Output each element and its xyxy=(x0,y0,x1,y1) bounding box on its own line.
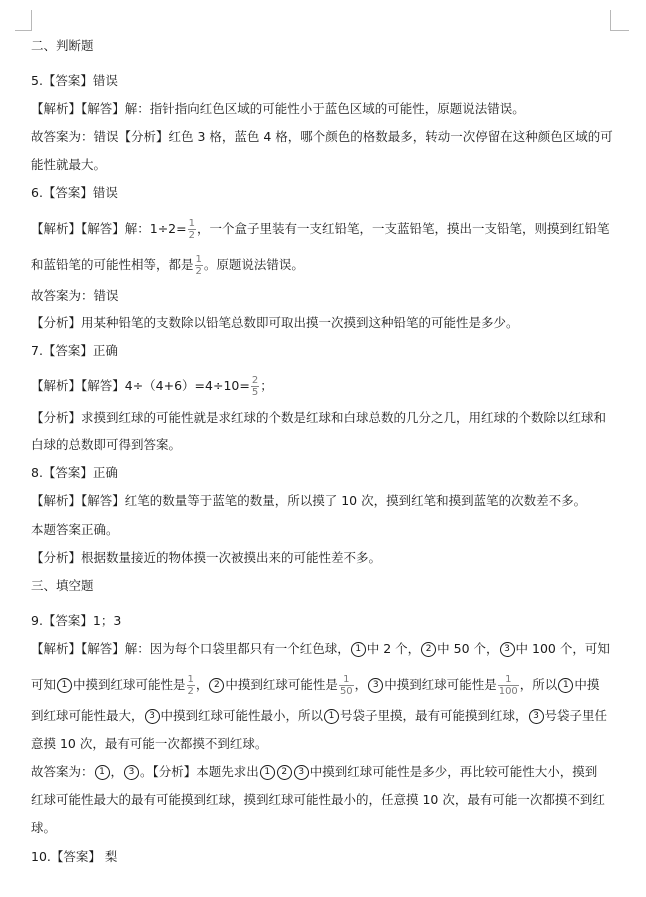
circled-number-1: 1 xyxy=(260,765,275,780)
section-heading-judge: 二、判断题 xyxy=(31,38,94,53)
q7-answer: 7.【答案】正确 xyxy=(31,343,118,358)
circled-number-3: 3 xyxy=(529,709,544,724)
circled-number-2: 2 xyxy=(421,642,436,657)
text: 中 100 个，可知 xyxy=(515,641,610,656)
circled-number-3: 3 xyxy=(500,642,515,657)
q6-jiexi-line1 xyxy=(31,218,610,241)
q9-jiexi-line2 xyxy=(31,674,599,697)
text: 中摸到红球可能性最小，所以 xyxy=(160,708,324,723)
fraction xyxy=(339,674,354,697)
text: ， xyxy=(110,764,124,779)
text: 中摸 xyxy=(574,677,600,692)
q9-jiexi-line3 xyxy=(31,708,607,724)
text: 号袋子里摸，最有可能摸到红球， xyxy=(340,708,528,723)
q7-fenxi-line2: 白球的总数即可得到答案。 xyxy=(31,437,182,452)
circled-number-3: 3 xyxy=(145,709,160,724)
text: 中摸到红球可能性是 xyxy=(73,677,186,692)
crop-mark-top-right xyxy=(610,10,629,31)
text: 故答案为： xyxy=(31,764,94,779)
denominator: 2 xyxy=(188,230,195,241)
q6-guda: 故答案为：错误 xyxy=(31,288,119,303)
q9-guda-line1 xyxy=(31,764,597,780)
text: ； xyxy=(260,378,273,393)
circled-number-2: 2 xyxy=(277,765,292,780)
denominator: 2 xyxy=(195,266,202,277)
circled-number-1: 1 xyxy=(558,678,573,693)
text: 【解析】【解答】解：1÷2= xyxy=(31,221,187,236)
text: 中 2 个， xyxy=(366,641,421,656)
fraction xyxy=(187,674,195,697)
circled-number-3: 3 xyxy=(368,678,383,693)
fraction xyxy=(251,375,259,398)
numerator: 1 xyxy=(195,254,202,265)
circled-number-1: 1 xyxy=(95,765,110,780)
q5-jiexi: 【解析】【解答】解：指针指向红色区域的可能性小于蓝色区域的可能性，原题说法错误。 xyxy=(31,101,525,116)
denominator: 5 xyxy=(251,387,259,398)
denominator: 50 xyxy=(339,686,353,697)
text: ， xyxy=(354,677,368,692)
q9-guda-line3: 球。 xyxy=(31,820,57,835)
fraction xyxy=(195,254,203,277)
fraction xyxy=(188,218,196,241)
q9-answer: 9.【答案】1；3 xyxy=(31,613,122,628)
circled-number-3: 3 xyxy=(294,765,309,780)
q9-guda-line2: 红球可能性最大的最有可能摸到红球，摸到红球可能性最小的，任意摸 10 次，最有可能一次都摸不到红 xyxy=(31,792,605,807)
text: 。原题说法错误。 xyxy=(203,257,304,272)
numerator: 1 xyxy=(505,674,512,685)
text: ， xyxy=(195,677,209,692)
q7-jiexi xyxy=(31,375,273,398)
q6-jiexi-line2 xyxy=(31,254,304,277)
denominator: 100 xyxy=(498,686,518,697)
text: 到红球可能性最大， xyxy=(31,708,144,723)
text: 中 50 个， xyxy=(437,641,499,656)
circled-number-1: 1 xyxy=(57,678,72,693)
section-heading-fill: 三、填空题 xyxy=(31,578,94,593)
crop-mark-top-left xyxy=(15,10,32,31)
q5-guda-line2: 能性就最大。 xyxy=(31,157,107,172)
q5-answer: 5.【答案】错误 xyxy=(31,73,118,88)
text: 号袋子里任 xyxy=(544,708,608,723)
text: ，一个盒子里装有一支红铅笔，一支蓝铅笔，摸出一支铅笔，则摸到红铅笔 xyxy=(196,221,610,236)
q7-fenxi-line1: 【分析】求摸到红球的可能性就是求红球的个数是红球和白球总数的几分之几，用红球的个数除以红球和 xyxy=(31,410,607,425)
circled-number-1: 1 xyxy=(324,709,339,724)
text: 【解析】【解答】解：因为每个口袋里都只有一个红色球， xyxy=(31,641,350,656)
fraction xyxy=(498,674,519,697)
q9-jiexi-line1 xyxy=(31,641,610,657)
q6-answer: 6.【答案】错误 xyxy=(31,185,118,200)
text: 中摸到红球可能性是 xyxy=(384,677,497,692)
q8-jiexi: 【解析】【解答】红笔的数量等于蓝笔的数量，所以摸了 10 次，摸到红笔和摸到蓝笔的次数差不多。 xyxy=(31,493,587,508)
q10-answer: 10.【答案】 梨 xyxy=(31,849,118,864)
q8-answer: 8.【答案】正确 xyxy=(31,465,118,480)
numerator: 1 xyxy=(188,218,195,229)
circled-number-1: 1 xyxy=(351,642,366,657)
text: 中摸到红球可能性是 xyxy=(225,677,338,692)
text: 和蓝铅笔的可能性相等，都是 xyxy=(31,257,194,272)
denominator: 2 xyxy=(187,686,194,697)
circled-number-2: 2 xyxy=(209,678,224,693)
q8-answer-2: 本题答案正确。 xyxy=(31,522,119,537)
q5-guda-line1: 故答案为：错误【分析】红色 3 格，蓝色 4 格，哪个颜色的格数最多，转动一次停留在这种颜色区域的可 xyxy=(31,129,613,144)
q9-jiexi-line4: 意摸 10 次，最有可能一次都摸不到红球。 xyxy=(31,736,268,751)
text: 中摸到红球可能性是多少，再比较可能性大小，摸到 xyxy=(309,764,598,779)
q6-fenxi: 【分析】用某种铅笔的支数除以铅笔总数即可取出摸一次摸到这种铅笔的可能性是多少。 xyxy=(31,315,519,330)
numerator: 1 xyxy=(187,674,194,685)
q8-fenxi: 【分析】根据数量接近的物体摸一次被摸出来的可能性差不多。 xyxy=(31,550,382,565)
circled-number-3: 3 xyxy=(124,765,139,780)
text: 。【分析】本题先求出 xyxy=(140,764,259,779)
text: ，所以 xyxy=(519,677,558,692)
numerator: 1 xyxy=(343,674,350,685)
text: 可知 xyxy=(31,677,57,692)
numerator: 2 xyxy=(251,375,259,386)
text: 【解析】【解答】4÷（4+6）=4÷10= xyxy=(31,378,250,393)
